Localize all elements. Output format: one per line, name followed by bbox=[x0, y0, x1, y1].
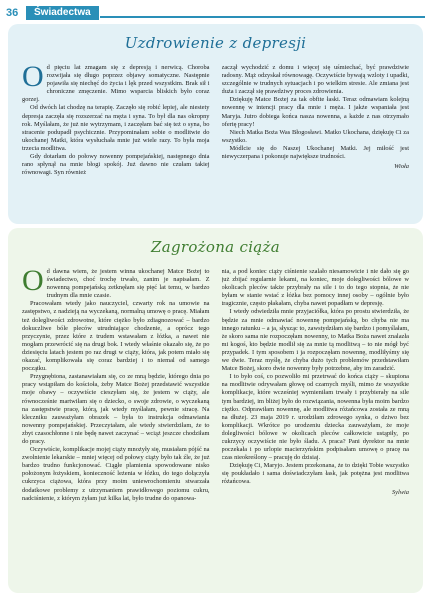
author-signature: Wioła bbox=[394, 163, 409, 171]
paragraph: nia, a pod koniec ciąży ciśnienie szalało niesamowicie i nie dało się go już zbijać regularnie lekami, na koniec, moje dolegliwości bólowe w okolicach pleców także przybrały na sile i to do tego stopnia, że nie byłam w stanie wstać z łóżka bez pomocy innej osoby – ogólnie było tragicznie, często płakałam, chyba nawet popadłam w depresję. bbox=[221, 268, 409, 308]
header-rule bbox=[100, 16, 425, 18]
article-columns bbox=[22, 268, 409, 585]
column-right bbox=[222, 268, 410, 585]
paragraph: Od pięciu lat zmagam się z depresją i nerwicą. Choroba rozwijała się długo poprzez objawy somatyczne. Następnie pojawiła się niechęć do życia i lęk przed wszystkim. Brak sił i chroniczne zmęczenie. Mimo wsparcia bliskich było coraz gorzej. bbox=[22, 64, 210, 104]
column-left bbox=[22, 268, 210, 585]
paragraph: I wtedy odwiedziła mnie przyjaciółka, która po prostu stwierdziła, że będzie za mnie odmawiać nowennę pompejańską, bo chyba nie ma innego ratunku – a ja, słysząc to, zawstydziłam się bardzo i pomyślałam, że skoro sama nie rozpoczęłam nowenny, to Matka Boża nawet znalazła mi kogoś, kto będzie modlił się za mnie tą modlitwą – to nie mógł być przypadek. I tym sposobem i ja rozpoczęłam nowennę, modliłyśmy się we dwie. Teraz myślę, że chyba dużo tych problemów przedstawiłam Matce Bożej, skoro dwie nowenny były potrzebne, aby im zaradzić. bbox=[221, 308, 409, 373]
paragraph: Oczywiście, komplikacje mojej ciąży mnożyły się, musiałam pójść na zwolnienie lekarskie – mniej więcej od połowy ciąży było tak źle, że już bardzo trudno funkcjonować. Ciągłe plamienia spowodowane nisko położonym łożyskiem, konieczność leżenia w łóżku, do tego dołączyła cukrzyca ciążowa, która przy moim uniewrochomieniu stwarzała dodatkowe problemy z utrzymaniem prawidłowego poziomu cukru, nadciśnienie, z którym żyłam już kilka lat, było trudne do opanowa- bbox=[22, 446, 210, 502]
drop-cap: O bbox=[22, 268, 44, 297]
column-right bbox=[222, 64, 410, 216]
paragraph: Pracowałam wtedy jako nauczyciel, czwarty rok na umowie na zastępstwo, z nadzieją na wyczekaną, normalną umowę o pracę. Miałam też dolegliwości zdrowotne, które ciężko było zdiagnozować – bardzo dokuczliwe bóle pleców utrudniające chodzenie, a oprócz tego przyczynie, przez które z trudem wstawałam z łóżka, a nawet nie mogłam przewrócić się na drugi bok. I wtedy właśnie okazało się, że po dziesięciu latach jestem po raz drugi w ciąży, która, jak potem miało się okazać, komplikowała się coraz bardziej i to niemal od samego początku. bbox=[22, 300, 210, 373]
paragraph: Od dawna wiem, że jestem winna ukochanej Matce Bożej to świadectwo, choć trochę trwało, zanim je napisałam. Z nowenną pompejańską zetknęłam się pięć lat temu, w bardzo trudnym dla mnie czasie. bbox=[22, 268, 210, 300]
paragraph: Od dwóch lat chodzę na terapię. Zaczęło się robić lepiej, ale niestety depresja zaczęła się rozszerzać na męża i syna. To był dla nas okropny rok. Myślałam, że już nie wytrzymam, i zaczęłam bać się też o syna, bo stracenie podupadł psychicznie. Przypominałam sobie o modlitwie do ukochanej Matki, która wysłuchała mnie już wiele razy. To była moja trzecia modlitwa. bbox=[22, 104, 210, 152]
paragraph: Módlcie się do Naszej Ukochanej Matki. Jej miłość jest niewyczerpana i pokonuje największe trudności. bbox=[221, 144, 409, 161]
page-number: 36 bbox=[6, 7, 19, 19]
paragraph: zaczął wychodzić z domu i więcej się uśmiechać, być prawdziwie radosny. Mąż odzyskał równowagę. Oczywiście bywają wzloty i upadki, szczególnie w trudnych sytuacjach i po wielkim stresie. Ale zmiana jest duża i zaczął się prawdziwy proces zdrowienia. bbox=[221, 64, 409, 96]
page-header bbox=[0, 6, 431, 20]
article-title: Zagrożona ciąża bbox=[151, 238, 280, 256]
paragraph: I to było coś, co pozwoliło mi przetrwać do końca ciąży – skupiona na modlitwie odrywałam głowę od czarnych myśli, mimo że wszystkie komplikacje, które wcześniej wymieniłam trwały i przybierały na sile tym bardziej, im bliżej było do rozwiązania, nowenna była moim bardzo ciężko. Odprawiłam nowennę, ale modlitwa różańcowa została ze mną na dłużej. 23 maja 2019 r. urodziłam zdrowego synka, o dziwo bez komplikacji. Wkrótce po urodzeniu dziecka zauważyłam, że moje dolegliwości bólowe w okolicach pleców całkowicie ustąpiły, po cukrzycy oczywiście nie było śladu. A praca? Pani dyrektor na mnie poczekała i po urlopie macierzyńskim podpisałam umowę o pracę na czas nieokreślony – pracuję do dzisiaj. bbox=[221, 373, 409, 462]
paragraph: Dziękuję Matce Bożej za tak obfite łaski. Teraz odmawiam kolejną nowennę w intencji pracy dla mnie i męża. I jakże wspaniała jest Maryja. Jutro dobiega końca nasza nowenna, a każde z nas otrzymało ofertę pracy! bbox=[221, 96, 409, 128]
article-endangered-pregnancy bbox=[8, 228, 423, 593]
paragraph: Niech Matka Boża Was Błogosławi. Matko Ukochana, dziękuję Ci za wszystko. bbox=[221, 128, 409, 144]
author-signature: Sylwia bbox=[391, 488, 409, 496]
column-left bbox=[22, 64, 210, 216]
paragraph: Przygnębiona, zastanawiałam się, co ze mną będzie, którego dnia po pracy wstąpiłam do kościoła, żeby Matce Bożej przedstawić wszystkie moje obawy – oczywiście cieszyłam się, że jestem w ciąży, ale równocześnie martwiłam się o dziecko, o swoje zdrowie, o wyczekaną na zastępstwie pracę, którą, jak wtedy myślałam, pewnie stracę. Na kleczniku zauważyłam obrazek – była to instrukcja odmawiania nowenny pompejańskiej. Przeczytałam, ale wtedy stwierdziłam, że to zbyt czasochłonne i nie będę nawet zaczynać – wciąż jeszcze chodziłam do pracy. bbox=[22, 373, 210, 445]
paragraph: Gdy dotarłam do połowy nowenny pompejańskiej, następnego dnia rano spłynął na mnie błogi spokój. Już dawno nie czułam takiej równowagi. Syn również bbox=[22, 153, 210, 177]
section-label: Świadectwa bbox=[26, 6, 99, 20]
paragraph: Dziękuję Ci, Maryjo. Jestem przekonana, że to dzięki Tobie wszystko się poukładało i sama doświadczyłam łask, jak potężna jest modlitwa różańcowa. bbox=[221, 462, 409, 486]
article-title: Uzdrowienie z depresji bbox=[124, 34, 307, 52]
drop-cap: O bbox=[22, 64, 44, 93]
article-healing-from-depression bbox=[8, 24, 423, 224]
article-columns bbox=[22, 64, 409, 216]
